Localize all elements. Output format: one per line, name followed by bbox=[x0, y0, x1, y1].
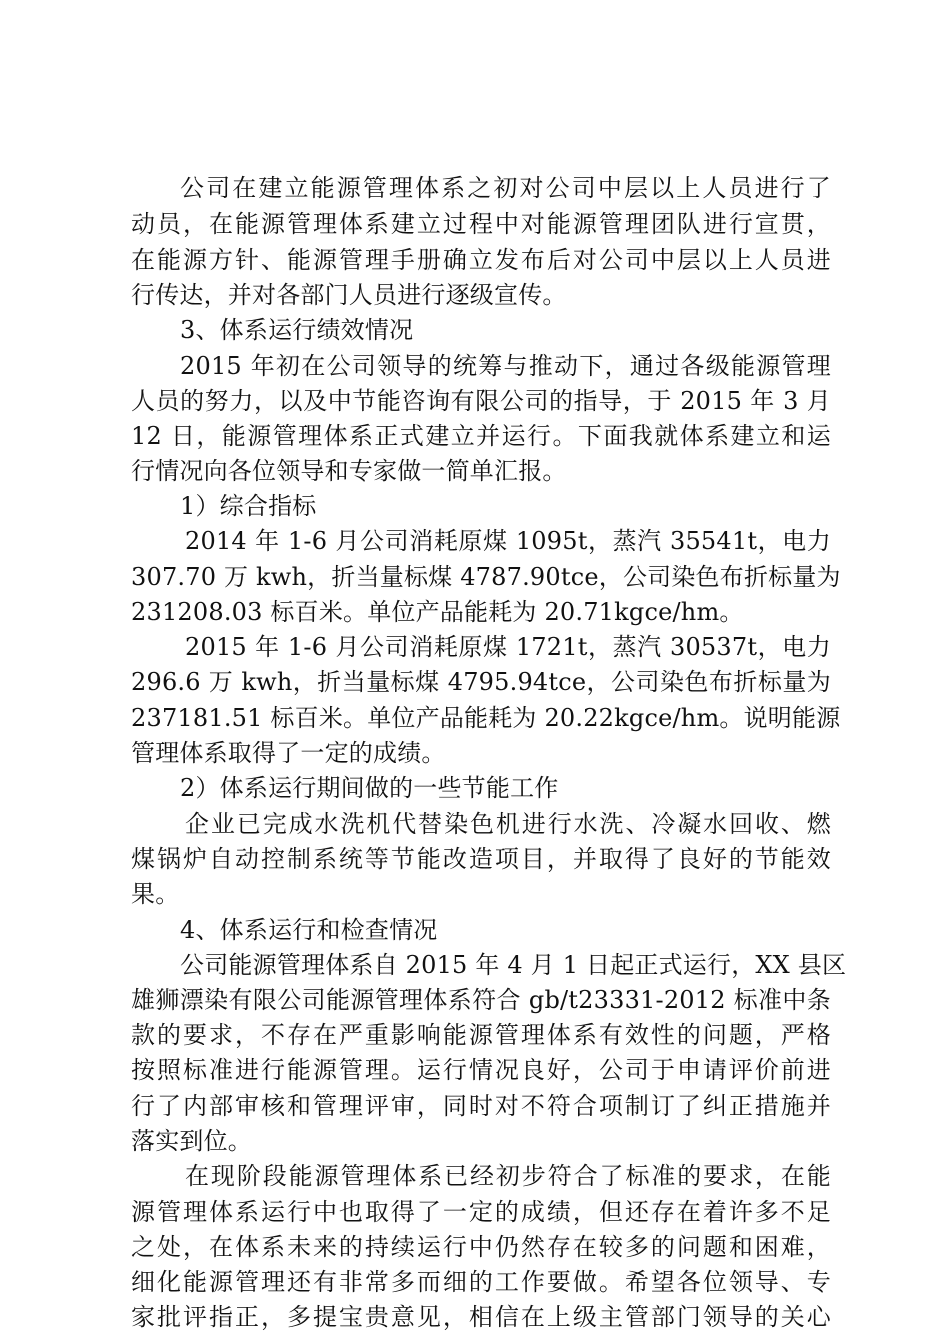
body-text-line: 公司在建立能源管理体系之初对公司中层以上人员进行了 bbox=[180, 174, 831, 202]
body-text-line: 款的要求，不存在严重影响能源管理体系有效性的问题，严格 bbox=[131, 1021, 831, 1049]
body-text-line: 12 日，能源管理体系正式建立并运行。下面我就体系建立和运 bbox=[131, 422, 831, 450]
body-text-line: 231208.03 标百米。单位产品能耗为 20.71kgce/hm。 bbox=[131, 598, 744, 626]
body-text-line: 2015 年 1-6 月公司消耗原煤 1721t，蒸汽 30537t，电力 bbox=[185, 633, 831, 661]
body-text-line: 公司能源管理体系自 2015 年 4 月 1 日起正式运行，XX 县区 bbox=[180, 951, 847, 979]
section-heading: 4、体系运行和检查情况 bbox=[180, 916, 438, 944]
body-text-line: 307.70 万 kwh，折当量标煤 4787.90tce，公司染色布折标量为 bbox=[131, 563, 841, 591]
body-text-line: 在能源方针、能源管理手册确立发布后对公司中层以上人员进 bbox=[131, 246, 831, 274]
body-text-line: 行传达，并对各部门人员进行逐级宣传。 bbox=[131, 281, 567, 309]
subsection-heading: 1）综合指标 bbox=[180, 492, 317, 520]
body-text-line: 动员，在能源管理体系建立过程中对能源管理团队进行宣贯， bbox=[131, 210, 831, 238]
body-text-line: 2014 年 1-6 月公司消耗原煤 1095t，蒸汽 35541t，电力 bbox=[185, 527, 831, 555]
body-text-line: 人员的努力，以及中节能咨询有限公司的指导，于 2015 年 3 月 bbox=[131, 387, 831, 415]
section-heading: 3、体系运行绩效情况 bbox=[180, 316, 414, 344]
body-text-line: 之处，在体系未来的持续运行中仍然存在较多的问题和困难， bbox=[131, 1233, 831, 1261]
body-text-line: 煤锅炉自动控制系统等节能改造项目，并取得了良好的节能效 bbox=[131, 845, 831, 873]
body-text-line: 296.6 万 kwh，折当量标煤 4795.94tce，公司染色布折标量为 bbox=[131, 668, 831, 696]
body-text-line: 雄狮漂染有限公司能源管理体系符合 gb/t23331-2012 标准中条 bbox=[131, 986, 831, 1014]
body-text-line: 2015 年初在公司领导的统筹与推动下，通过各级能源管理 bbox=[180, 352, 831, 380]
body-text-line: 管理体系取得了一定的成绩。 bbox=[131, 739, 446, 767]
body-text-line: 源管理体系运行中也取得了一定的成绩，但还存在着许多不足 bbox=[131, 1198, 831, 1226]
body-text-line: 落实到位。 bbox=[131, 1127, 252, 1155]
body-text-line: 237181.51 标百米。单位产品能耗为 20.22kgce/hm。说明能源 bbox=[131, 704, 841, 732]
body-text-line: 行情况向各位领导和专家做一简单汇报。 bbox=[131, 457, 567, 485]
body-text-line: 行了内部审核和管理评审，同时对不符合项制订了纠正措施并 bbox=[131, 1092, 831, 1120]
body-text-line: 在现阶段能源管理体系已经初步符合了标准的要求，在能 bbox=[185, 1162, 831, 1190]
body-text-line: 细化能源管理还有非常多而细的工作要做。希望各位领导、专 bbox=[131, 1268, 831, 1296]
body-text-line: 按照标准进行能源管理。运行情况良好，公司于申请评价前进 bbox=[131, 1056, 831, 1084]
body-text-line: 家批评指正，多提宝贵意见，相信在上级主管部门领导的关心 bbox=[131, 1303, 831, 1331]
body-text-line: 果。 bbox=[131, 880, 180, 908]
body-text-line: 企业已完成水洗机代替染色机进行水洗、冷凝水回收、燃 bbox=[185, 810, 831, 838]
subsection-heading: 2）体系运行期间做的一些节能工作 bbox=[180, 774, 559, 802]
